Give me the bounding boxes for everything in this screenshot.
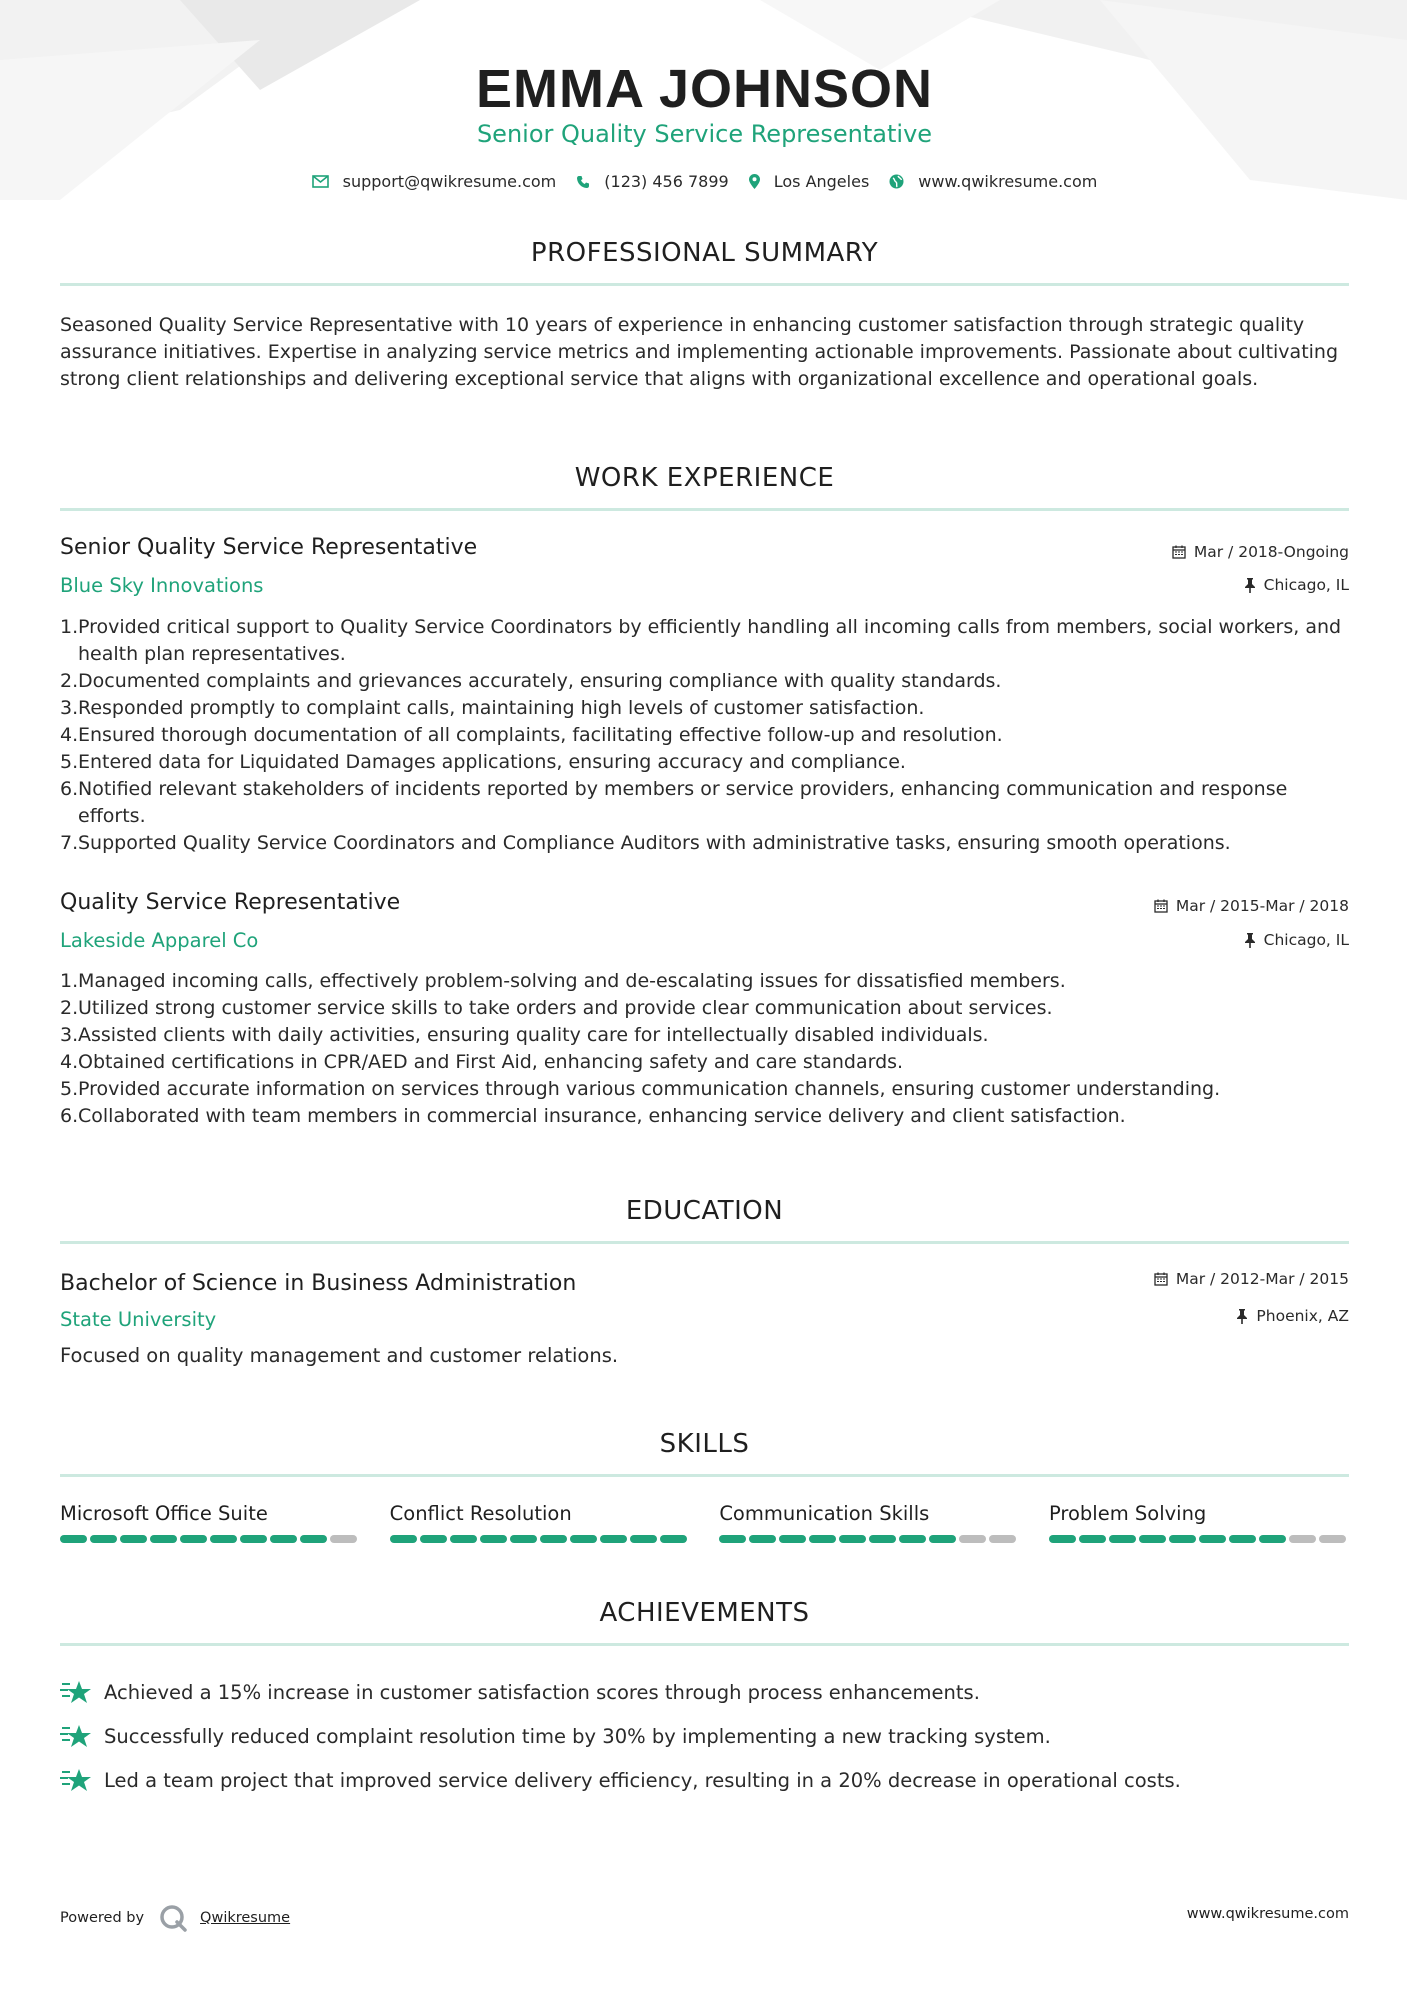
skill-dot-filled (510, 1535, 537, 1543)
job-location (1244, 576, 1349, 594)
job-title: Senior Quality Service Representative (60, 535, 478, 560)
job-dates (1172, 543, 1349, 561)
achievement-item (60, 1670, 1349, 1714)
skill-dot-filled (1259, 1535, 1286, 1543)
skills-divider (60, 1474, 1349, 1477)
skill-name: Microsoft Office Suite (60, 1502, 268, 1525)
list-item: Provided accurate information on services through various communication channels, ensuring customer understanding. (78, 1078, 1221, 1100)
calendar-icon (1154, 899, 1168, 913)
summary-divider (60, 283, 1349, 286)
contact-phone-text: (123) 456 7899 (604, 172, 729, 191)
skill-dot-filled (180, 1535, 207, 1543)
skill-dot-filled (929, 1535, 956, 1543)
star-icon (60, 1724, 92, 1748)
skill-dot-filled (240, 1535, 267, 1543)
skill-name: Conflict Resolution (389, 1502, 572, 1525)
skill-dot-filled (630, 1535, 657, 1543)
skills-grid (60, 1502, 1349, 1543)
company-name: Blue Sky Innovations (60, 574, 264, 597)
skill-dot-filled (450, 1535, 477, 1543)
calendar-icon (1172, 545, 1186, 559)
skill-dot-filled (420, 1535, 447, 1543)
job-title: Quality Service Representative (60, 890, 401, 915)
list-item: Documented complaints and grievances accurately, ensuring compliance with quality standards. (78, 670, 1002, 692)
skill-dot-filled (809, 1535, 836, 1543)
skill-dot-filled (779, 1535, 806, 1543)
list-item: Managed incoming calls, effectively problem-solving and de-escalating issues for dissatisfied members. (78, 970, 1066, 992)
skill-dot-filled (1229, 1535, 1256, 1543)
experience-heading: WORK EXPERIENCE (574, 463, 835, 493)
skill-rating (390, 1535, 690, 1543)
star-icon (60, 1768, 92, 1792)
list-item: Obtained certifications in CPR/AED and First Aid, enhancing safety and care standards. (78, 1051, 904, 1073)
education-dates (1154, 1270, 1349, 1288)
skill-dot-empty (330, 1535, 357, 1543)
skills-heading: SKILLS (659, 1429, 750, 1459)
list-item: Responded promptly to complaint calls, maintaining high levels of customer satisfaction. (78, 697, 925, 719)
footer-powered-by (60, 1903, 290, 1933)
skill-item (1049, 1502, 1349, 1543)
education-heading: EDUCATION (625, 1196, 784, 1226)
achievement-item (60, 1714, 1349, 1758)
candidate-name: EMMA JOHNSON (475, 59, 934, 119)
job-location (1244, 931, 1349, 949)
skill-dot-filled (480, 1535, 507, 1543)
contact-email-text: support@qwikresume.com (342, 172, 557, 191)
skill-dot-filled (300, 1535, 327, 1543)
map-pin-icon (749, 174, 760, 189)
skill-name: Communication Skills (719, 1502, 930, 1525)
skill-dot-filled (1109, 1535, 1136, 1543)
footer-website[interactable]: www.qwikresume.com (1186, 1906, 1349, 1922)
qwikresume-link[interactable]: Qwikresume (200, 1910, 291, 1926)
list-item: Assisted clients with daily activities, ensuring quality care for intellectually disabled individuals. (78, 1024, 989, 1046)
list-item: Utilized strong customer service skills to take orders and provide clear communication about services. (78, 997, 1053, 1019)
skill-dot-filled (540, 1535, 567, 1543)
job-dates (1154, 897, 1349, 915)
skill-dot-filled (210, 1535, 237, 1543)
skill-dot-filled (390, 1535, 417, 1543)
achievement-text: Led a team project that improved service delivery efficiency, resulting in a 20% decrease in operational costs. (104, 1768, 1181, 1792)
list-item: Provided critical support to Quality Service Coordinators by efficiently handling all incoming calls from members, social workers, and health plan representatives. (78, 616, 1342, 665)
star-icon (60, 1680, 92, 1704)
achievements-divider (60, 1643, 1349, 1646)
school-name: State University (60, 1308, 217, 1331)
skill-dot-filled (1079, 1535, 1106, 1543)
education-dates-text: Mar / 2012-Mar / 2015 (1175, 1270, 1349, 1288)
achievements-list (60, 1670, 1349, 1802)
list-item: Supported Quality Service Coordinators and Compliance Auditors with administrative tasks, ensuring smooth operations. (78, 832, 1231, 854)
skill-rating (719, 1535, 1019, 1543)
education-location-text: Phoenix, AZ (1256, 1307, 1349, 1325)
envelope-icon (312, 175, 329, 188)
list-item: Collaborated with team members in commercial insurance, enhancing service delivery and client satisfaction. (78, 1105, 1126, 1127)
skill-dot-filled (1199, 1535, 1226, 1543)
education-description: Focused on quality management and customer relations. (60, 1344, 619, 1367)
pushpin-icon (1236, 1309, 1248, 1324)
skill-dot-filled (719, 1535, 746, 1543)
education-divider (60, 1241, 1349, 1244)
job-location-text: Chicago, IL (1263, 576, 1349, 594)
skill-dot-filled (570, 1535, 597, 1543)
job-dates-text: Mar / 2015-Mar / 2018 (1175, 897, 1349, 915)
contact-location-text: Los Angeles (773, 172, 870, 191)
globe-icon (889, 174, 904, 189)
candidate-title: Senior Quality Service Representative (476, 120, 933, 148)
contact-website[interactable] (889, 172, 1097, 191)
skill-dot-filled (1139, 1535, 1166, 1543)
skill-dot-filled (270, 1535, 297, 1543)
job-location-text: Chicago, IL (1263, 931, 1349, 949)
company-name: Lakeside Apparel Co (60, 929, 259, 952)
skill-dot-filled (150, 1535, 177, 1543)
skill-dot-filled (1049, 1535, 1076, 1543)
contact-phone[interactable] (576, 172, 728, 191)
skill-dot-empty (1319, 1535, 1346, 1543)
skill-name: Problem Solving (1048, 1502, 1207, 1525)
skill-item (390, 1502, 690, 1543)
pushpin-icon (1244, 933, 1256, 948)
skill-dot-filled (899, 1535, 926, 1543)
list-item: Notified relevant stakeholders of incidents reported by members or service providers, enhancing communication and response efforts. (78, 778, 1288, 827)
contact-location (749, 172, 870, 191)
skill-item (60, 1502, 360, 1543)
contact-bar (60, 172, 1349, 191)
pushpin-icon (1244, 578, 1256, 593)
skill-rating (1049, 1535, 1349, 1543)
summary-text: Seasoned Quality Service Representative with 10 years of experience in enhancing customer satisfaction through strategic quality assurance initiatives. Expertise in analyzing service metrics and implementing actionable improvements. Passionate about cultivating strong client relationships and delivering exceptional service that aligns with organizational excellence and operational goals. (60, 314, 1339, 390)
skill-item (719, 1502, 1019, 1543)
skill-dot-filled (60, 1535, 87, 1543)
list-item: Entered data for Liquidated Damages applications, ensuring accuracy and compliance. (78, 751, 906, 773)
skill-dot-filled (749, 1535, 776, 1543)
phone-icon (576, 175, 590, 189)
skill-dot-empty (959, 1535, 986, 1543)
experience-divider (60, 508, 1349, 511)
degree-title: Bachelor of Science in Business Administration (60, 1271, 577, 1296)
skill-dot-empty (989, 1535, 1016, 1543)
education-location (1236, 1307, 1349, 1325)
qwikresume-logo-icon (158, 1903, 188, 1933)
skill-dot-filled (600, 1535, 627, 1543)
skill-dot-filled (869, 1535, 896, 1543)
powered-by-label: Powered by (60, 1910, 145, 1926)
list-item: Ensured thorough documentation of all complaints, facilitating effective follow-up and resolution. (78, 724, 1003, 746)
job-bullets (78, 614, 1348, 857)
contact-website-text: www.qwikresume.com (918, 172, 1098, 191)
skill-rating (60, 1535, 360, 1543)
achievement-item (60, 1758, 1349, 1802)
summary-heading: PROFESSIONAL SUMMARY (530, 238, 879, 268)
job-bullets (78, 968, 1348, 1130)
skill-dot-empty (1289, 1535, 1316, 1543)
calendar-icon (1154, 1272, 1168, 1286)
achievements-heading: ACHIEVEMENTS (599, 1598, 810, 1628)
skill-dot-filled (90, 1535, 117, 1543)
skill-dot-filled (1169, 1535, 1196, 1543)
achievement-text: Achieved a 15% increase in customer satisfaction scores through process enhancements. (104, 1680, 980, 1704)
job-dates-text: Mar / 2018-Ongoing (1193, 543, 1349, 561)
contact-email[interactable] (312, 172, 557, 191)
achievement-text: Successfully reduced complaint resolution time by 30% by implementing a new tracking system. (104, 1724, 1051, 1748)
skill-dot-filled (839, 1535, 866, 1543)
skill-dot-filled (120, 1535, 147, 1543)
skill-dot-filled (660, 1535, 687, 1543)
